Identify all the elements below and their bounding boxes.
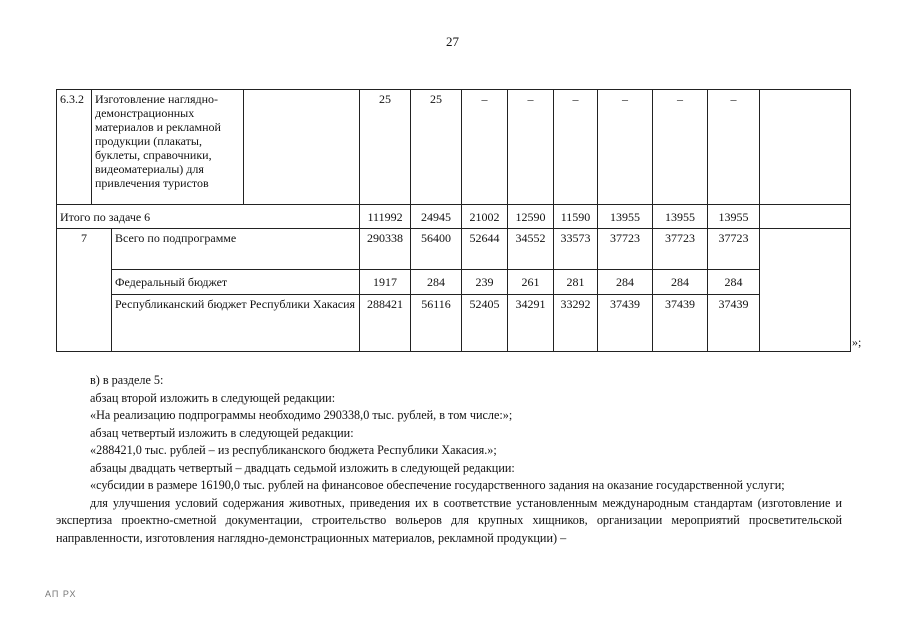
- value-cell: 239: [462, 270, 508, 295]
- row-code: 7: [57, 229, 112, 352]
- value-cell: 37439: [653, 295, 708, 352]
- paragraph: «На реализацию подпрограммы необходимо 290338,0 тыс. рублей, в том числе:»;: [90, 408, 513, 422]
- value-cell: 13955: [653, 205, 708, 229]
- value-cell: 25: [411, 90, 462, 205]
- closing-quote: »;: [852, 335, 862, 349]
- value-cell: 33292: [554, 295, 598, 352]
- table-row-7: [57, 229, 851, 270]
- value-cell: 34552: [508, 229, 554, 270]
- executor-cell: [244, 90, 360, 205]
- value-cell: 34291: [508, 295, 554, 352]
- value-cell: 13955: [598, 205, 653, 229]
- value-cell: 33573: [554, 229, 598, 270]
- paragraph: для улучшения условий содержания животных, приведения их в соответствие установленным международным стандартам (изготовление и экспертиза проектно-сметной документации, строительство вольеров для крупных хищников, организации мероприятий просветительской направленности, изготовления наглядно-демонстрационных материалов, рекламной продукции) –: [56, 495, 842, 545]
- table-row-6-3-2: [57, 90, 851, 205]
- row-code: 6.3.2: [57, 90, 92, 205]
- value-cell: 21002: [462, 205, 508, 229]
- value-cell: 37723: [598, 229, 653, 270]
- row-name: Итого по задаче 6: [57, 205, 360, 229]
- value-cell: 111992: [360, 205, 411, 229]
- value-cell: 37723: [708, 229, 760, 270]
- value-cell: –: [653, 90, 708, 205]
- paragraph: абзац четвертый изложить в следующей редакции:: [90, 425, 354, 440]
- value-cell: 37723: [653, 229, 708, 270]
- row-name: Всего по подпрограмме: [112, 229, 360, 270]
- table-row-republic-budget: [57, 295, 851, 352]
- paragraph: абзацы двадцать четвертый – двадцать седьмой изложить в следующей редакции:: [90, 460, 515, 475]
- value-cell: –: [508, 90, 554, 205]
- table-row-federal-budget: [57, 270, 851, 295]
- value-cell: –: [708, 90, 760, 205]
- value-cell: 261: [508, 270, 554, 295]
- value-cell: –: [598, 90, 653, 205]
- page-number: 27: [446, 34, 459, 49]
- value-cell: 284: [708, 270, 760, 295]
- paragraph: «288421,0 тыс. рублей – из республиканского бюджета Республики Хакасия.»;: [90, 443, 497, 457]
- value-cell: 12590: [508, 205, 554, 229]
- row-name: Изготовление наглядно-демонстрационных материалов и рекламной продукции (плакаты, буклеты, справочники, видеоматериалы) для привлечения туристов: [92, 90, 244, 205]
- value-cell: 11590: [554, 205, 598, 229]
- table-row-total-task-6: [57, 205, 851, 229]
- value-cell: 1917: [360, 270, 411, 295]
- value-cell: 56400: [411, 229, 462, 270]
- amendment-text: [56, 372, 842, 547]
- paragraph: «субсидии в размере 16190,0 тыс. рублей на финансовое обеспечение государственного задания на оказание государственной услуги;: [90, 478, 785, 492]
- value-cell: 24945: [411, 205, 462, 229]
- value-cell: 56116: [411, 295, 462, 352]
- value-cell: 281: [554, 270, 598, 295]
- value-cell: 290338: [360, 229, 411, 270]
- value-cell: 284: [653, 270, 708, 295]
- budget-table: [56, 89, 851, 352]
- value-cell: 52405: [462, 295, 508, 352]
- value-cell: 284: [598, 270, 653, 295]
- paragraph: в) в разделе 5:: [90, 373, 164, 387]
- empty-cell: [760, 205, 851, 229]
- value-cell: 37439: [598, 295, 653, 352]
- row-name: Федеральный бюджет: [112, 270, 360, 295]
- value-cell: 52644: [462, 229, 508, 270]
- value-cell: 37439: [708, 295, 760, 352]
- row-name: Республиканский бюджет Республики Хакасия: [112, 295, 360, 352]
- value-cell: –: [462, 90, 508, 205]
- value-cell: 13955: [708, 205, 760, 229]
- empty-cell: [760, 229, 851, 352]
- paragraph: абзац второй изложить в следующей редакции:: [90, 390, 336, 405]
- empty-cell: [760, 90, 851, 205]
- value-cell: –: [554, 90, 598, 205]
- value-cell: 284: [411, 270, 462, 295]
- footer-mark: АП РХ: [45, 589, 77, 599]
- value-cell: 288421: [360, 295, 411, 352]
- value-cell: 25: [360, 90, 411, 205]
